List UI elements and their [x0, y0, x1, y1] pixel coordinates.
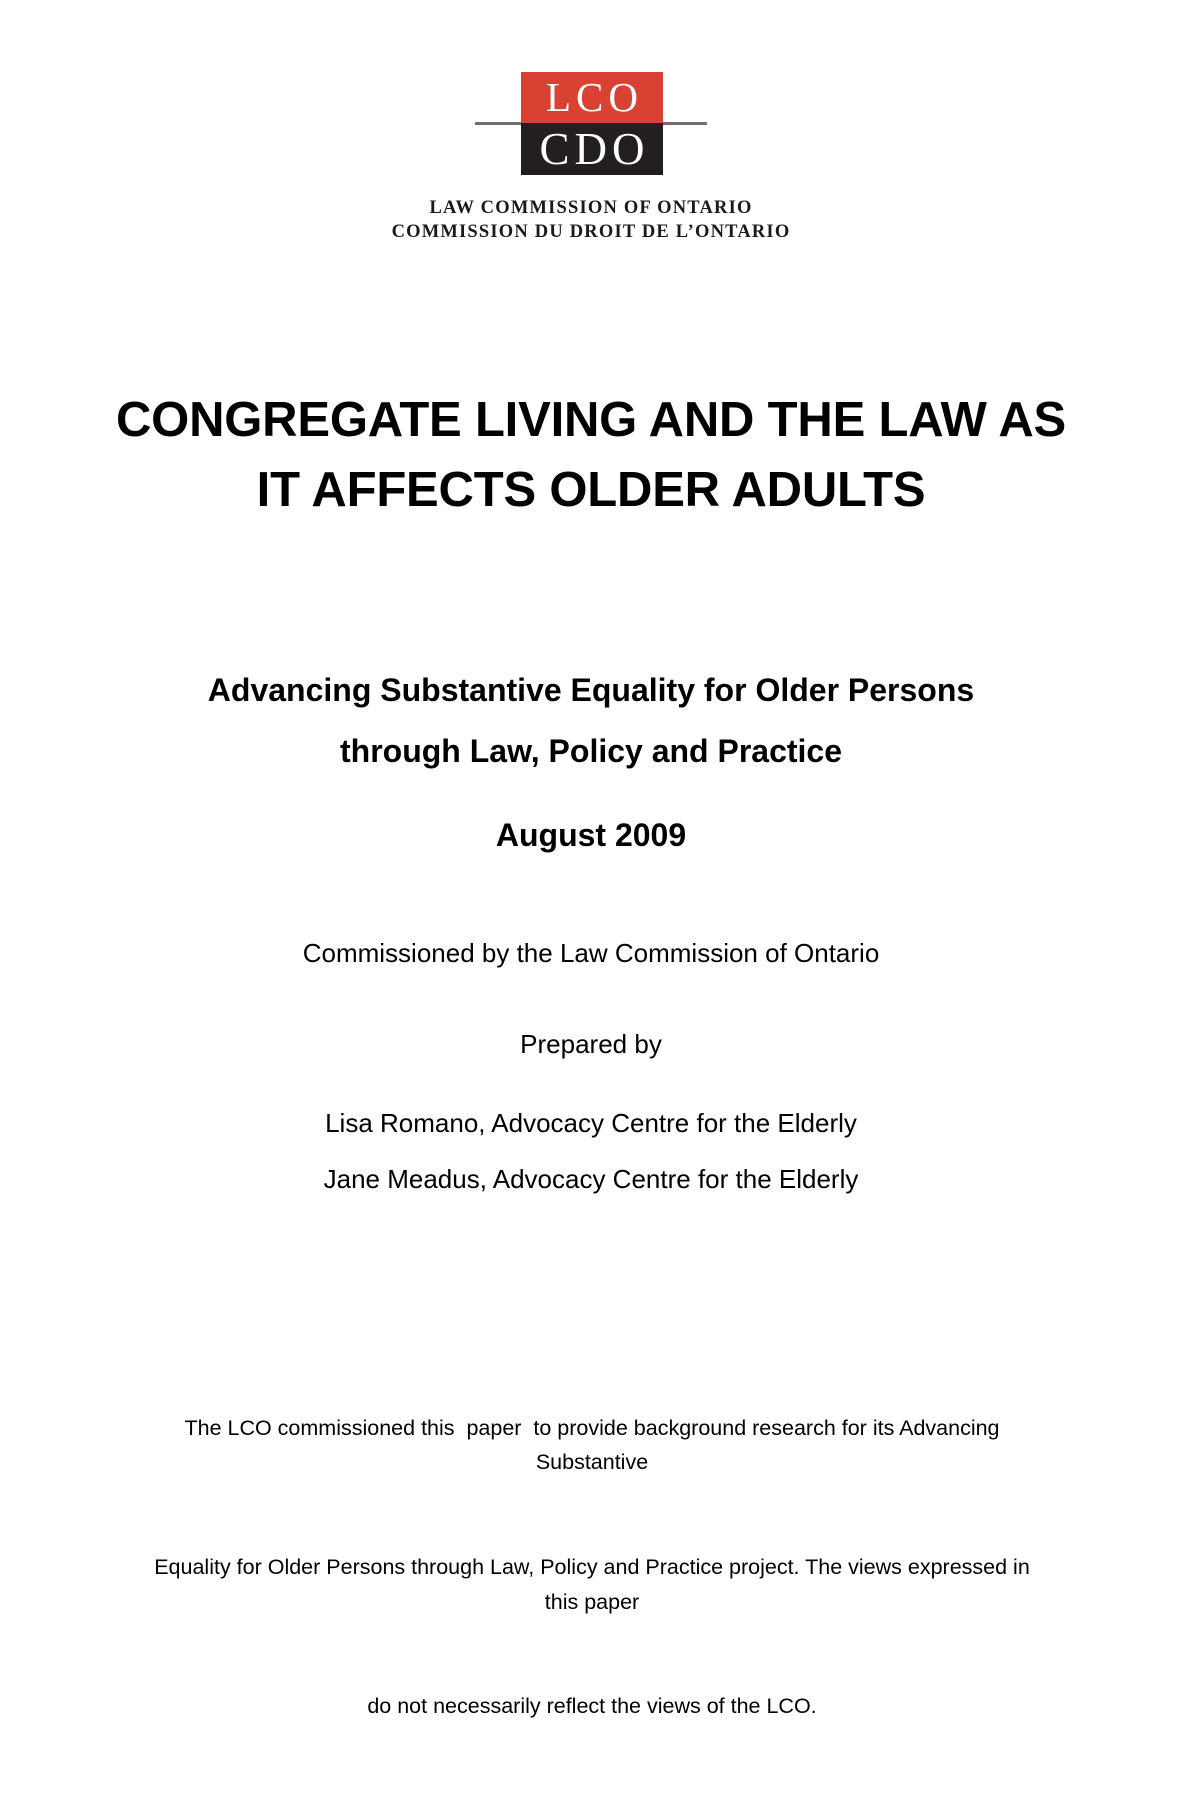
disclaimer-text [146, 1341, 1038, 1794]
publication-date: August 2009 [495, 816, 687, 853]
page-subtitle [71, 660, 1111, 866]
credits-spacer-2 [71, 1060, 1111, 1108]
prepared-by-label: Prepared by [520, 1029, 662, 1060]
logo-caption-french: COMMISSION DU DROIT DE L’ONTARIO [391, 221, 791, 242]
credits-spacer-1 [71, 969, 1111, 1029]
page-title [71, 386, 1111, 525]
credits-block [71, 938, 1111, 1195]
author-name-1: Lisa Romano, Advocacy Centre for the Elderly [325, 1108, 857, 1139]
author-name-2: Jane Meadus, Advocacy Centre for the Elderly [323, 1163, 859, 1194]
logo-lco-block: LCO [521, 72, 663, 123]
logo-mark [475, 72, 707, 180]
page-subtitle-line-2: through Law, Policy and Practice [339, 733, 843, 770]
page-subtitle-line-1: Advancing Substantive Equality for Older Persons [207, 672, 975, 708]
disclaimer-line-2: Equality for Older Persons through Law, Policy and Practice project. The views expressed in this paper [154, 1554, 1036, 1614]
credits-spacer-3 [71, 1140, 1111, 1164]
logo-caption [392, 197, 791, 244]
logo-cdo-block: CDO [521, 123, 663, 175]
lco-logo [0, 72, 1182, 244]
logo-caption-english: LAW COMMISSION OF ONTARIO [429, 198, 753, 218]
disclaimer-line-1: The LCO commissioned this paper to provide background research for its Advancing Substantive [184, 1415, 1006, 1475]
page-title-line-1: CONGREGATE LIVING AND THE LAW AS [115, 393, 1066, 447]
commissioned-by-text: Commissioned by the Law Commission of Ontario [302, 938, 880, 968]
page-title-line-2: IT AFFECTS OLDER ADULTS [256, 462, 926, 517]
disclaimer-line-3: do not necessarily reflect the views of the LCO. [367, 1694, 817, 1719]
